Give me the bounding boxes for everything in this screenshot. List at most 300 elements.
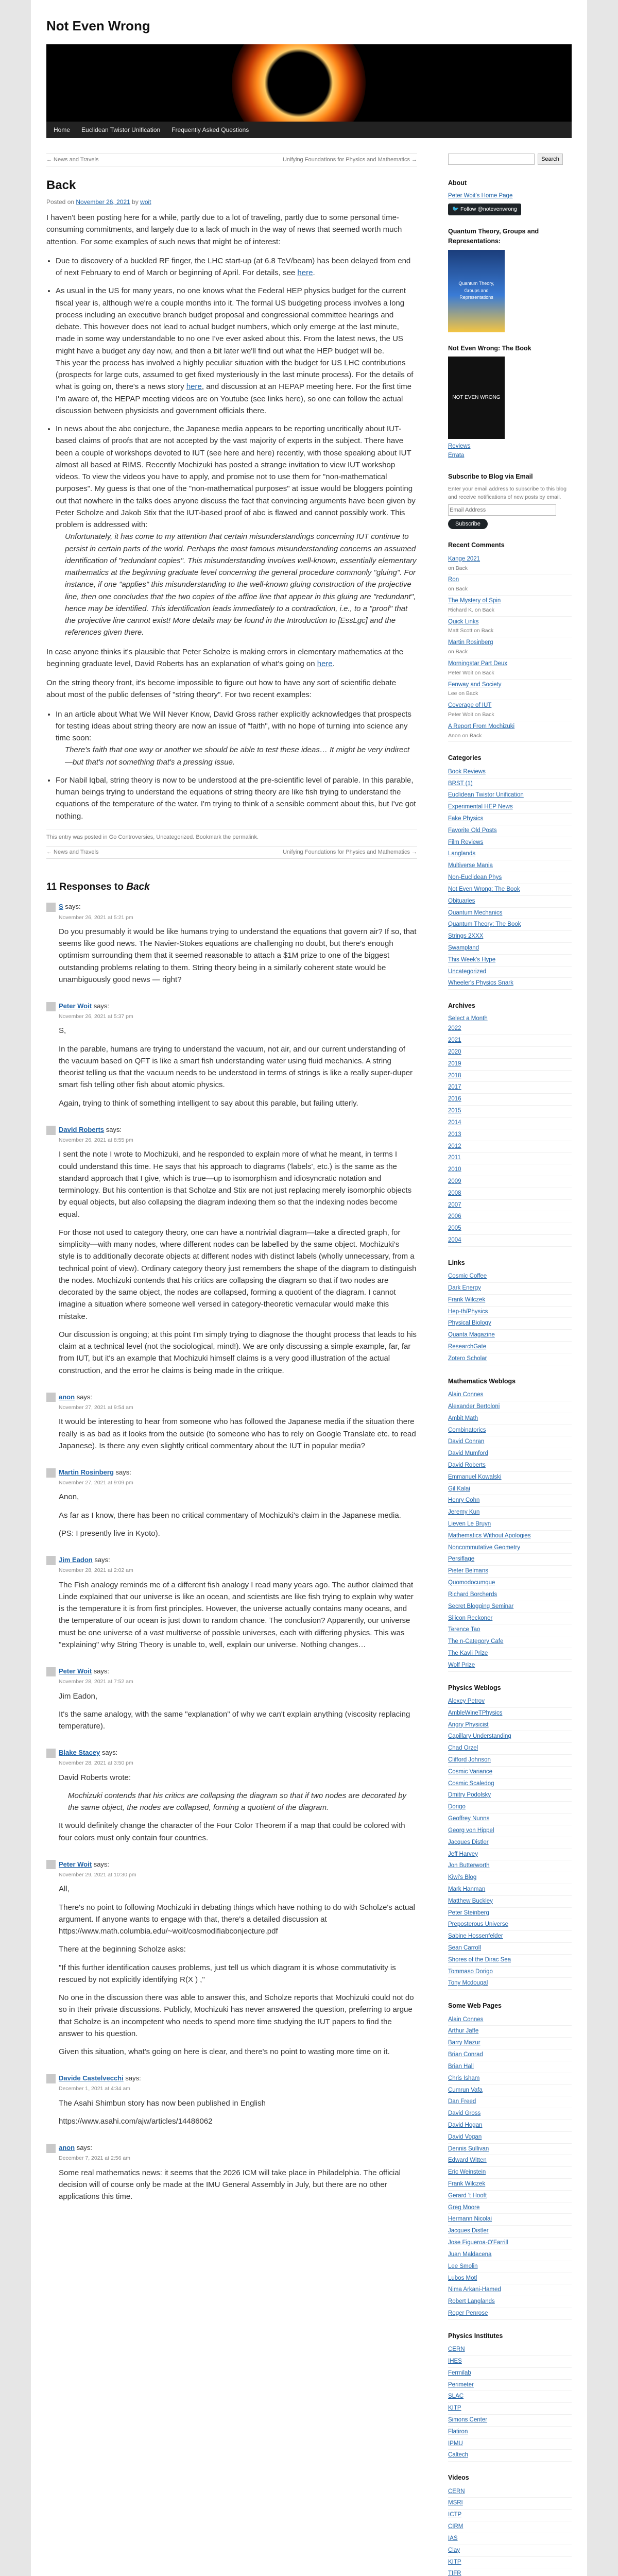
comment-date-link[interactable]: December 1, 2021 at 4:34 am bbox=[59, 2086, 130, 2092]
site-header bbox=[31, 0, 587, 138]
subscribe-button[interactable]: Subscribe bbox=[448, 519, 488, 529]
math-blog-link[interactable]: Jeremy Kun bbox=[448, 1509, 480, 1516]
web-page-link[interactable]: Roger Penrose bbox=[448, 2310, 488, 2316]
recent-comment-post-link[interactable]: A Report From Mochizuki bbox=[448, 723, 515, 730]
archive-link[interactable]: 2009 bbox=[448, 1178, 461, 1184]
list-item bbox=[448, 1884, 572, 1896]
list-item bbox=[448, 1283, 572, 1295]
reviews-link[interactable]: Reviews bbox=[448, 443, 471, 449]
institute-link[interactable]: CERN bbox=[448, 2346, 465, 2353]
video-link[interactable]: CIRM bbox=[448, 2523, 464, 2530]
web-page-link[interactable]: Dennis Sullivan bbox=[448, 2145, 489, 2152]
recent-comment-post-link[interactable]: Kange 2021 bbox=[448, 555, 480, 562]
video-link[interactable]: TIFR bbox=[448, 2570, 461, 2576]
category-link[interactable]: This Week's Hype bbox=[448, 956, 496, 963]
twitter-follow-button[interactable] bbox=[448, 204, 521, 215]
recent-comment-sub: on Back bbox=[448, 565, 468, 571]
institute-link[interactable]: IHES bbox=[448, 2358, 462, 2364]
responses-label: Responses to bbox=[59, 881, 124, 892]
archive-link[interactable]: 2008 bbox=[448, 1190, 461, 1196]
physics-blog-link[interactable]: Matthew Buckley bbox=[448, 1897, 493, 1904]
post-author-link[interactable]: woit bbox=[140, 198, 151, 206]
recent-comments-widget bbox=[448, 540, 572, 742]
math-blog-link[interactable]: Combinatorics bbox=[448, 1427, 486, 1433]
video-link[interactable]: KITP bbox=[448, 2558, 461, 2565]
sidebar-link[interactable]: Quanta Magazine bbox=[448, 1332, 495, 1338]
physics-blog-link[interactable]: Sabine Hossenfelder bbox=[448, 1933, 503, 1940]
list-item bbox=[448, 2120, 572, 2132]
avatar-icon bbox=[46, 1126, 56, 1135]
sidebar-link[interactable]: Physical Biology bbox=[448, 1320, 491, 1327]
physics-blog-link[interactable]: Dorigo bbox=[448, 1804, 466, 1810]
category-link[interactable]: Uncategorized bbox=[448, 968, 487, 975]
list-item bbox=[448, 2356, 572, 2368]
web-page-link[interactable]: Lubos Motl bbox=[448, 2275, 477, 2281]
list-item bbox=[448, 1660, 572, 1672]
physics-blog-link[interactable]: Capillary Understanding bbox=[448, 1733, 511, 1740]
category-link[interactable]: Quantum Mechanics bbox=[448, 909, 503, 916]
comment-author[interactable]: David Roberts bbox=[59, 1125, 105, 1133]
institute-link[interactable]: Simons Center bbox=[448, 2417, 488, 2424]
p-string: On the string theory front, it's become impossible to figure out how to have any sort of scientific debate about most of the public defenses of "string theory". For two recent examples: bbox=[46, 679, 397, 700]
list-item bbox=[448, 1436, 572, 1448]
math-blog-link[interactable]: Gil Kalai bbox=[448, 1485, 470, 1492]
avatar-icon bbox=[46, 1468, 56, 1478]
list-item bbox=[448, 1495, 572, 1507]
comment-author[interactable]: S bbox=[59, 903, 63, 911]
comment bbox=[46, 1001, 417, 1109]
comment bbox=[46, 902, 417, 986]
institute-link[interactable]: Flatiron bbox=[448, 2428, 468, 2435]
list-item bbox=[448, 2391, 572, 2403]
archive-link[interactable]: 2005 bbox=[448, 1225, 461, 1232]
category-link[interactable]: Fake Physics bbox=[448, 816, 484, 822]
comment-date-link[interactable]: November 26, 2021 at 5:21 pm bbox=[59, 914, 133, 921]
list-item bbox=[448, 1554, 572, 1566]
bullet-iqbal: • For Nabil Iqbal, string theory is now to be understood at the pre-scientific level of parable. In this parable, human beings trying to understand the equations of string theory are like fish trying to understand the equations of the temperature of the water. I'm trying to think of a sensible comment about this, but I've got nothing. bbox=[56, 774, 417, 822]
institute-link[interactable]: IPMU bbox=[448, 2440, 463, 2447]
physics-blog-link[interactable]: Kiwi's Blog bbox=[448, 1874, 477, 1881]
institute-link[interactable]: Fermilab bbox=[448, 2369, 471, 2376]
category-link[interactable]: Euclidean Twistor Unification bbox=[448, 792, 524, 799]
comment-head bbox=[46, 1859, 417, 1870]
comment-paragraph: In the parable, humans are trying to understand the vacuum, not air, and our current understanding of the vacuum based on QFT is like a smart fish understanding water using fluid mechanics. A string theorist telling us that the vacuum needs to be understood in terms of strings is like a really super-duper smart fish telling other fish about atomic physics. bbox=[59, 1044, 413, 1090]
web-page-link[interactable]: David Vogan bbox=[448, 2133, 482, 2140]
math-blog-link[interactable]: Ambit Math bbox=[448, 1415, 478, 1421]
comment-head bbox=[46, 1555, 417, 1565]
math-blog-link[interactable]: Terence Tao bbox=[448, 1626, 480, 1633]
comment-paragraph: Given this situation, what's going on here is clear, and there's no point to wasting more time on it. bbox=[59, 2047, 390, 2057]
archive-link[interactable]: 2020 bbox=[448, 1049, 461, 1056]
category-link[interactable]: Multiverse Mania bbox=[448, 862, 493, 869]
web-page-link[interactable]: Juan Maldacena bbox=[448, 2251, 492, 2258]
list-item bbox=[448, 1967, 572, 1978]
physics-blog-link[interactable]: Jacques Distler bbox=[448, 1839, 489, 1845]
list-item bbox=[448, 931, 572, 943]
math-blog-link[interactable]: Noncommutative Geometry bbox=[448, 1544, 520, 1551]
comment-author[interactable]: Jim Eadon bbox=[59, 1556, 93, 1564]
recent-comment-post-link[interactable]: Martin Rosinberg bbox=[448, 639, 493, 646]
bullet-budget-end: , and discussion at an HEPAP meeting here. For the first time I'm aware of, the HEPAP meeting videos are on Youtube (see links here), so one can follow the actual discussion between physicists and government officials there. bbox=[56, 382, 412, 415]
prev-post-link-bottom[interactable]: ← News and Travels bbox=[46, 849, 99, 855]
archive-link[interactable]: 2013 bbox=[448, 1131, 461, 1138]
comment-date-link[interactable]: November 27, 2021 at 9:54 am bbox=[59, 1404, 133, 1411]
nav-home[interactable]: Home bbox=[54, 126, 71, 133]
comment-says: says: bbox=[94, 1556, 110, 1564]
physics-blog-link[interactable]: Georg von Hippel bbox=[448, 1827, 494, 1834]
web-page-link[interactable]: Jose Figueroa-O'Farrill bbox=[448, 2240, 508, 2246]
archive-link[interactable]: 2004 bbox=[448, 1237, 461, 1244]
math-blog-link[interactable]: Mathematics Without Apologies bbox=[448, 1532, 531, 1539]
list-item bbox=[448, 1814, 572, 1825]
post-bullets-2 bbox=[46, 708, 417, 822]
physics-blog-link[interactable]: Peter Steinberg bbox=[448, 1909, 489, 1916]
physics-blog-link[interactable]: Geoffrey Nunns bbox=[448, 1816, 490, 1822]
physics-blog-link[interactable]: Sean Carroll bbox=[448, 1945, 481, 1952]
recent-comment-item bbox=[448, 680, 572, 701]
comment-date-link[interactable]: November 26, 2021 at 5:37 pm bbox=[59, 1013, 133, 1020]
nav-faq[interactable]: Frequently Asked Questions bbox=[171, 126, 249, 133]
links-title: Links bbox=[448, 1259, 465, 1266]
recent-comment-sub: on Back bbox=[448, 586, 468, 592]
institutes-title: Physics Institutes bbox=[448, 2332, 503, 2340]
institute-link[interactable]: Caltech bbox=[448, 2452, 468, 2459]
math-blog-link[interactable]: Richard Borcherds bbox=[448, 1591, 497, 1598]
video-link[interactable]: CERN bbox=[448, 2488, 465, 2495]
physics-blog-link[interactable]: Angry Physicist bbox=[448, 1721, 489, 1728]
category-link[interactable]: Quantum Theory: The Book bbox=[448, 921, 521, 928]
archive-link[interactable]: 2006 bbox=[448, 1213, 461, 1220]
archive-link[interactable]: 2016 bbox=[448, 1096, 461, 1103]
comment-date bbox=[59, 2084, 417, 2093]
physics-blog-link[interactable]: Cosmic Variance bbox=[448, 1768, 493, 1775]
meta-prefix: Posted on bbox=[46, 198, 75, 206]
list-item bbox=[448, 1094, 572, 1106]
comment-date-link[interactable]: November 26, 2021 at 8:55 pm bbox=[59, 1137, 133, 1144]
comment bbox=[46, 1392, 417, 1452]
comment-head bbox=[46, 1125, 417, 1135]
category-link[interactable]: Swampland bbox=[448, 944, 479, 951]
archive-link[interactable]: 2022 bbox=[448, 1025, 461, 1032]
math-blog-link[interactable]: Alain Connes bbox=[448, 1392, 484, 1398]
video-link[interactable]: MSRI bbox=[448, 2500, 463, 2506]
web-page-link[interactable]: Brian Hall bbox=[448, 2063, 474, 2070]
list-item bbox=[448, 1071, 572, 1082]
archive-link[interactable]: 2021 bbox=[448, 1037, 461, 1044]
category-link[interactable]: Strings 2XXX bbox=[448, 933, 484, 940]
physics-blog-link[interactable]: Alexey Petrov bbox=[448, 1698, 485, 1704]
physics-blogs-title: Physics Weblogs bbox=[448, 1684, 501, 1691]
subscribe-title: Subscribe to Blog via Email bbox=[448, 472, 533, 480]
physics-blog-link[interactable]: Preposterous Universe bbox=[448, 1921, 508, 1928]
archive-link[interactable]: 2012 bbox=[448, 1143, 461, 1149]
physics-blog-link[interactable]: Jeff Harvey bbox=[448, 1851, 478, 1857]
list-item bbox=[448, 1059, 572, 1071]
post-date-link[interactable]: November 26, 2021 bbox=[76, 198, 130, 206]
list-item bbox=[448, 1223, 572, 1235]
video-link[interactable]: Clay bbox=[448, 2547, 460, 2553]
nav-euclidean-twistor[interactable]: Euclidean Twistor Unification bbox=[81, 126, 161, 133]
list-item bbox=[448, 1342, 572, 1353]
responses-count: 11 bbox=[46, 881, 57, 892]
archives-select-link[interactable]: Select a Month bbox=[448, 1015, 488, 1022]
physics-blog-link[interactable]: Tony Mcdougal bbox=[448, 1980, 488, 1987]
physics-blog-link[interactable]: Tommaso Dorigo bbox=[448, 1968, 493, 1975]
web-page-link[interactable]: Eric Weinstein bbox=[448, 2169, 486, 2176]
web-page-link[interactable]: Brian Conrad bbox=[448, 2052, 483, 2058]
web-page-link[interactable]: Jacques Distler bbox=[448, 2228, 489, 2234]
sidebar-link[interactable]: Hep-th/Physics bbox=[448, 1308, 488, 1315]
comment bbox=[46, 1666, 417, 1732]
comment-date-link[interactable]: November 28, 2021 at 7:52 am bbox=[59, 1679, 133, 1685]
web-page-link[interactable]: Hermann Nicolai bbox=[448, 2216, 492, 2223]
sidebar-link[interactable]: ResearchGate bbox=[448, 1344, 487, 1350]
category-link[interactable]: BRST (1) bbox=[448, 780, 473, 787]
comment-date-link[interactable]: November 28, 2021 at 2:02 am bbox=[59, 1567, 133, 1574]
archive-link[interactable]: 2015 bbox=[448, 1108, 461, 1114]
web-page-link[interactable]: Alain Connes bbox=[448, 2016, 484, 2023]
web-page-link[interactable]: Greg Moore bbox=[448, 2204, 480, 2211]
list-item bbox=[448, 1955, 572, 1967]
sidebar-link[interactable]: Frank Wilczek bbox=[448, 1296, 486, 1303]
web-page-link[interactable]: Cumrun Vafa bbox=[448, 2087, 483, 2093]
video-link[interactable]: ICTP bbox=[448, 2512, 462, 2518]
list-item bbox=[448, 1401, 572, 1413]
institute-link[interactable]: KITP bbox=[448, 2405, 461, 2412]
list-item bbox=[448, 2296, 572, 2308]
site-title[interactable]: Not Even Wrong bbox=[46, 18, 150, 33]
next-post-link-bottom[interactable]: Unifying Foundations for Physics and Mathematics → bbox=[282, 849, 417, 855]
math-blog-link[interactable]: Pieter Belmans bbox=[448, 1568, 488, 1574]
math-blog-link[interactable]: David Mumford bbox=[448, 1450, 488, 1457]
category-link[interactable]: Favorite Old Posts bbox=[448, 827, 497, 834]
physics-blog-link[interactable]: AmbleWineTPhysics bbox=[448, 1709, 503, 1716]
comment-head bbox=[46, 1392, 417, 1402]
math-blog-link[interactable]: Secret Blogging Seminar bbox=[448, 1603, 514, 1609]
list-item bbox=[448, 2167, 572, 2179]
category-link[interactable]: Experimental HEP News bbox=[448, 804, 513, 810]
list-item bbox=[448, 1023, 572, 1035]
archive-link[interactable]: 2011 bbox=[448, 1155, 461, 1161]
web-page-link[interactable]: Robert Langlands bbox=[448, 2298, 495, 2305]
list-item bbox=[448, 1153, 572, 1164]
avatar-icon bbox=[46, 1393, 56, 1402]
category-link[interactable]: Wheeler's Physics Snark bbox=[448, 980, 513, 987]
p-scholze-link[interactable]: here bbox=[317, 659, 333, 668]
list-item bbox=[448, 1872, 572, 1884]
email-field[interactable] bbox=[448, 504, 556, 516]
list-item bbox=[448, 2486, 572, 2498]
list-item bbox=[448, 1849, 572, 1861]
math-blogs-title: Mathematics Weblogs bbox=[448, 1377, 516, 1385]
comment-author[interactable]: anon bbox=[59, 1393, 75, 1401]
comment-author[interactable]: Davide Castelvecchi bbox=[59, 2074, 124, 2082]
web-page-link[interactable]: David Gross bbox=[448, 2110, 481, 2117]
list-item bbox=[448, 943, 572, 955]
physics-blog-link[interactable]: Chad Orzel bbox=[448, 1745, 478, 1752]
list-item bbox=[448, 2284, 572, 2296]
post-body bbox=[46, 212, 417, 822]
comment-paragraph: https://www.asahi.com/ajw/articles/14486062 bbox=[59, 2116, 213, 2126]
bullet-lhc-link[interactable]: here bbox=[297, 268, 313, 278]
list-item bbox=[448, 2450, 572, 2462]
about-link[interactable]: Peter Woit's Home Page bbox=[448, 192, 513, 199]
recent-comment-sub: Lee on Back bbox=[448, 690, 478, 697]
comment-paragraph: As far as I know, there has been no critical commentary of Mochizuki's claim in the Japanese media. bbox=[59, 1511, 401, 1520]
physics-blog-link[interactable]: Mark Hanman bbox=[448, 1886, 486, 1892]
web-page-link[interactable]: Gerard 't Hooft bbox=[448, 2192, 487, 2199]
sidebar-link[interactable]: Dark Energy bbox=[448, 1285, 481, 1292]
math-blog-link[interactable]: Quomodocumque bbox=[448, 1580, 495, 1586]
bullet-budget-link[interactable]: here bbox=[186, 382, 202, 392]
web-page-link[interactable]: Edward Witten bbox=[448, 2157, 487, 2164]
recent-comment-post-link[interactable]: Quick Links bbox=[448, 618, 479, 625]
post-footer: This entry was posted in Go Controversies, Uncategorized. Bookmark the permalink. bbox=[46, 829, 417, 842]
comment bbox=[46, 1859, 417, 2058]
recent-comment-sub: Anon on Back bbox=[448, 732, 482, 739]
list-item bbox=[448, 802, 572, 814]
search-button[interactable]: Search bbox=[538, 154, 563, 165]
math-blog-link[interactable]: Silicon Reckoner bbox=[448, 1615, 493, 1621]
category-link[interactable]: Langlands bbox=[448, 851, 476, 857]
archive-link[interactable]: 2017 bbox=[448, 1084, 461, 1091]
next-post-link[interactable]: Unifying Foundations for Physics and Mathematics → bbox=[282, 157, 417, 163]
bullet-budget-text: As usual in the US for many years, no one knows what the Federal HEP physics budget for the current fiscal year is, although we're a couple months into it. The formal US budgeting process involves a long process including an executive branch budget proposal and congressional committee hearings and debate. This however does not lead to actual budget numbers, which only emerge at the last minute, made in some way understandable to no one I've ever asked about this. From the latest news, the US might have a budget any day now, and then a bit later we'll find out what the HEP budget will be. This year the process has involved a highly peculiar situation with the budget for US LHC contributions (prospects for large cuts, assumed to get fixed mysteriously in the last minute process). For the details of what is going on, there's a news story bbox=[56, 286, 414, 392]
web-page-link[interactable]: Chris Isham bbox=[448, 2075, 480, 2081]
web-page-link[interactable]: Dan Freed bbox=[448, 2098, 476, 2105]
category-link[interactable]: Obituaries bbox=[448, 897, 475, 904]
math-blog-link[interactable]: Persiflage bbox=[448, 1556, 475, 1563]
list-item bbox=[448, 1636, 572, 1648]
list-item bbox=[448, 1778, 572, 1790]
comment-paragraph: I sent the note I wrote to Mochizuki, and he responded to explain more of what he meant, in terms I could understand this time. He says that his approach to diagrams ('labels', etc.) is the same as the standard approach that I give, which is true—up to isomorphism and idiosyncratic notation and terminology. But his contention is that Scholze and Stix are not just replacing merely isomorphic objects by equal objects, but also collapsing the diagram indexing them so that the indexing nodes become equal. bbox=[59, 1150, 412, 1219]
comment-date-link[interactable]: November 28, 2021 at 3:50 pm bbox=[59, 1760, 133, 1767]
physics-blog-link[interactable]: Shores of the Dirac Sea bbox=[448, 1956, 511, 1963]
comment-author[interactable]: Peter Woit bbox=[59, 1860, 92, 1868]
institutes-list bbox=[448, 2344, 572, 2462]
avatar-icon bbox=[46, 1002, 56, 1011]
institute-link[interactable]: Perimeter bbox=[448, 2381, 474, 2388]
comment-date-link[interactable]: November 27, 2021 at 9:09 pm bbox=[59, 1480, 133, 1486]
comment-author[interactable]: Martin Rosinberg bbox=[59, 1468, 114, 1477]
web-page-link[interactable]: David Hogan bbox=[448, 2122, 483, 2128]
archive-link[interactable]: 2007 bbox=[448, 1201, 461, 1208]
recent-comments-list bbox=[448, 554, 572, 742]
avatar-icon bbox=[46, 2074, 56, 2083]
archive-link[interactable]: 2018 bbox=[448, 1072, 461, 1079]
recent-comment-sub: Peter Woit on Back bbox=[448, 669, 494, 676]
physics-blog-link[interactable]: Clifford Johnson bbox=[448, 1757, 491, 1764]
comment-paragraph: "If this further identification causes problems, just tell us which diagram it is whose commutativity is rescued by not explicitly identifying R(X ) ," bbox=[59, 1963, 396, 1984]
math-blog-link[interactable]: Henry Cohn bbox=[448, 1497, 480, 1504]
comment-author[interactable]: Peter Woit bbox=[59, 1667, 92, 1675]
recent-comment-post-link[interactable]: Fenway and Society bbox=[448, 681, 502, 688]
bullet-abc-text: In news about the abc conjecture, the Japanese media appears to be reporting uncritically about IUT-based claims of proofs that are not accepted by the vast majority of experts in the subject. There have been a couple of workshops devoted to IUT (see here and here) recently, with those speaking about IUT almost all based at RIMS. Recently Mochizuki has posted a strange invitation to view IUT workshop videos. To view the videos you have to apply, and promise not to use them for "non-mathematical purposes". My guess is that one of the "non-mathematical purposes" at issue would be bloggers pointing out that nowhere in the talks does anyone discuss the fact that convincing arguments have been given by Peter Scholze and Jakob Stix that the IUT-based proof of abc is flawed and cannot possibly work. This problem is addressed with: bbox=[56, 425, 416, 530]
institute-link[interactable]: SLAC bbox=[448, 2393, 464, 2400]
recent-comment-post-link[interactable]: Coverage of IUT bbox=[448, 702, 492, 709]
physics-blog-link[interactable]: Cosmic Scaledog bbox=[448, 1780, 494, 1787]
category-link[interactable]: Book Reviews bbox=[448, 768, 486, 775]
math-blog-link[interactable]: The n-Category Cafe bbox=[448, 1638, 504, 1645]
list-item bbox=[448, 1295, 572, 1307]
subscribe-text: Enter your email address to subscribe to this blog and receive notifications of new posts by email. bbox=[448, 485, 566, 501]
web-page-link[interactable]: Nima Arkani-Hamed bbox=[448, 2286, 501, 2293]
list-item bbox=[448, 1613, 572, 1625]
recent-comment-sub: Matt Scott on Back bbox=[448, 628, 494, 634]
math-blog-link[interactable]: Alexander Bertoloni bbox=[448, 1403, 500, 1410]
math-blog-link[interactable]: Lieven Le Bruyn bbox=[448, 1521, 491, 1528]
comment-author[interactable]: anon bbox=[59, 2144, 75, 2152]
bullet-lhc-text: Due to discovery of a buckled RF finger, the LHC start-up (at 6.8 TeV/beam) has been delayed from end of next February to end of March or beginning of April. For details, see bbox=[56, 256, 411, 278]
comment-says: says: bbox=[65, 903, 81, 911]
list-item bbox=[448, 2179, 572, 2191]
math-blog-link[interactable]: The Kavli Prize bbox=[448, 1650, 488, 1656]
video-link[interactable]: IAS bbox=[448, 2535, 458, 2541]
web-page-link[interactable]: Lee Smolin bbox=[448, 2263, 478, 2269]
search-form bbox=[448, 154, 572, 165]
list-item bbox=[448, 1082, 572, 1094]
comment-author[interactable]: Blake Stacey bbox=[59, 1749, 100, 1757]
web-page-link[interactable]: Arthur Jaffe bbox=[448, 2028, 479, 2035]
sidebar-link[interactable]: Zotero Scholar bbox=[448, 1355, 487, 1362]
category-link[interactable]: Not Even Wrong: The Book bbox=[448, 886, 520, 892]
comment-author[interactable]: Peter Woit bbox=[59, 1002, 92, 1010]
physics-blog-link[interactable]: Jon Butterworth bbox=[448, 1862, 490, 1869]
math-blog-link[interactable]: Emmanuel Kowalski bbox=[448, 1473, 502, 1480]
list-item bbox=[448, 1271, 572, 1283]
web-page-link[interactable]: Frank Wilczek bbox=[448, 2181, 486, 2188]
prev-post-link[interactable]: ← News and Travels bbox=[46, 157, 99, 163]
comment-date-link[interactable]: November 29, 2021 at 10:30 pm bbox=[59, 1872, 136, 1878]
errata-link[interactable]: Errata bbox=[448, 452, 465, 459]
list-item bbox=[448, 1519, 572, 1531]
comment bbox=[46, 2143, 417, 2202]
web-page-link[interactable]: Barry Mazur bbox=[448, 2040, 480, 2046]
comment-date bbox=[59, 2154, 417, 2162]
recent-comment-post-link[interactable]: Morningstar Part Deux bbox=[448, 660, 508, 667]
links-list bbox=[448, 1271, 572, 1365]
list-item bbox=[448, 2427, 572, 2438]
category-link[interactable]: Non-Euclidean Phys bbox=[448, 874, 502, 881]
recent-comment-post-link[interactable]: The Mystery of Spin bbox=[448, 598, 501, 604]
archive-link[interactable]: 2019 bbox=[448, 1060, 461, 1067]
category-link[interactable]: Film Reviews bbox=[448, 839, 484, 845]
comment-date-link[interactable]: December 7, 2021 at 2:56 am bbox=[59, 2155, 130, 2162]
recent-comment-item bbox=[448, 574, 572, 596]
archive-link[interactable]: 2010 bbox=[448, 1166, 461, 1173]
archive-link[interactable]: 2014 bbox=[448, 1119, 461, 1126]
list-item bbox=[448, 2191, 572, 2202]
search-input[interactable] bbox=[448, 154, 535, 165]
sidebar-link[interactable]: Cosmic Coffee bbox=[448, 1273, 487, 1280]
math-blog-link[interactable]: David Roberts bbox=[448, 1462, 486, 1468]
list-item bbox=[448, 2568, 572, 2576]
list-item bbox=[448, 1235, 572, 1247]
list-item bbox=[448, 767, 572, 778]
comment-date bbox=[59, 1136, 417, 1144]
math-blog-link[interactable]: Wolf Prize bbox=[448, 1662, 475, 1668]
comment-paragraph: It would be interesting to hear from someone who has followed the Japanese media if the situation there really is as bad as it looks from the outside (to someone who has to rely on Google Translate etc. to read Japanese). Is there any even slightly critical commentary about the IUT in popular media? bbox=[59, 1417, 416, 1450]
new-book-cover[interactable] bbox=[448, 357, 505, 439]
list-item bbox=[448, 2014, 572, 2026]
math-blog-link[interactable]: David Conran bbox=[448, 1438, 485, 1445]
comment-says: says: bbox=[101, 1749, 118, 1757]
comment-date bbox=[59, 1566, 417, 1574]
recent-comment-post-link[interactable]: Ron bbox=[448, 577, 459, 583]
qt-book-cover[interactable] bbox=[448, 250, 505, 332]
physics-blog-link[interactable]: Dmitry Podolsky bbox=[448, 1792, 491, 1799]
comment-quote: Mochizuki contends that his critics are collapsing the diagram so that if two nodes are decorated by the same object, the nodes are collapsed, forming a quotient of the diagram. bbox=[68, 1791, 407, 1812]
